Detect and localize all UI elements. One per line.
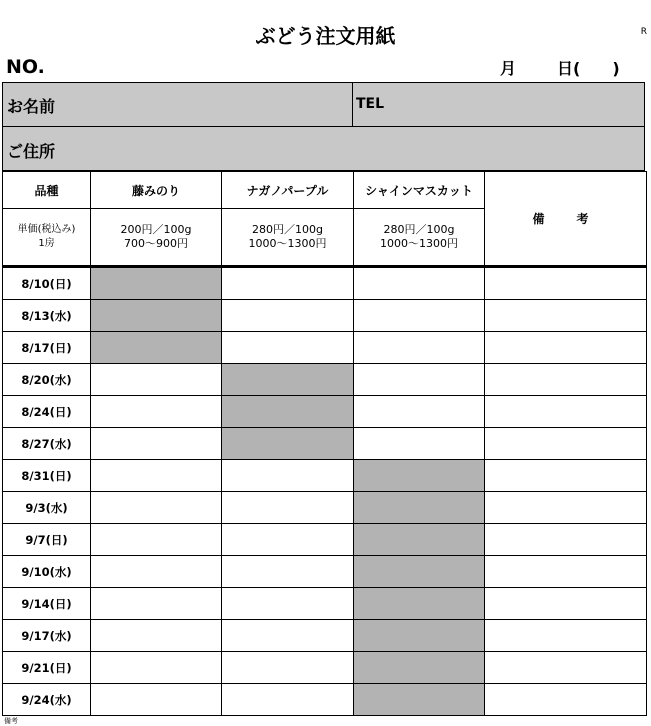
order-quantity-cell[interactable] [354, 396, 485, 428]
unavailable-cell [354, 492, 485, 524]
variety-label: 品種 [3, 172, 91, 209]
remarks-cell[interactable] [485, 267, 647, 300]
order-quantity-cell[interactable] [91, 652, 222, 684]
price-cell [91, 209, 222, 267]
table-row [3, 364, 647, 396]
delivery-date: 9/21(日) [3, 652, 91, 684]
unavailable-cell [354, 652, 485, 684]
address-label: ご住所 [7, 142, 56, 161]
price-cell [354, 209, 485, 267]
remarks-cell[interactable] [485, 428, 647, 460]
delivery-date: 8/17(日) [3, 332, 91, 364]
delivery-date: 9/24(水) [3, 684, 91, 716]
price-label [3, 209, 91, 267]
delivery-date: 9/10(水) [3, 556, 91, 588]
table-row [3, 652, 647, 684]
order-number-label: NO. [6, 56, 45, 78]
unavailable-cell [91, 267, 222, 300]
order-quantity-cell[interactable] [222, 460, 354, 492]
order-quantity-cell[interactable] [91, 364, 222, 396]
order-quantity-cell[interactable] [222, 588, 354, 620]
delivery-date: 9/14(日) [3, 588, 91, 620]
variety-name: シャインマスカット [354, 172, 485, 209]
unavailable-cell [354, 588, 485, 620]
table-row [3, 524, 647, 556]
variety-header-row [3, 172, 647, 209]
unavailable-cell [222, 396, 354, 428]
variety-name: ナガノパープル [222, 172, 354, 209]
table-row [3, 620, 647, 652]
delivery-date: 9/17(水) [3, 620, 91, 652]
price-per-bunch: 1000～1300円 [248, 237, 327, 250]
unavailable-cell [354, 620, 485, 652]
remarks-cell[interactable] [485, 684, 647, 716]
order-quantity-cell[interactable] [354, 267, 485, 300]
order-quantity-cell[interactable] [222, 652, 354, 684]
delivery-date: 9/7(日) [3, 524, 91, 556]
price-per-weight: 280円／100g [252, 223, 323, 236]
price-per-bunch: 1000～1300円 [380, 237, 458, 250]
order-quantity-cell[interactable] [222, 332, 354, 364]
table-row [3, 492, 647, 524]
order-quantity-cell[interactable] [91, 556, 222, 588]
order-quantity-cell[interactable] [222, 492, 354, 524]
order-quantity-cell[interactable] [91, 396, 222, 428]
unavailable-cell [354, 556, 485, 588]
remarks-cell[interactable] [485, 364, 647, 396]
unavailable-cell [222, 364, 354, 396]
name-label: お名前 [7, 97, 56, 116]
name-tel-divider [352, 82, 353, 127]
delivery-date: 8/10(日) [3, 267, 91, 300]
order-quantity-cell[interactable] [354, 332, 485, 364]
table-row [3, 300, 647, 332]
delivery-date: 8/20(水) [3, 364, 91, 396]
price-per-weight: 280円／100g [383, 223, 455, 236]
unavailable-cell [354, 460, 485, 492]
remarks-cell[interactable] [485, 460, 647, 492]
table-row [3, 556, 647, 588]
remarks-cell[interactable] [485, 524, 647, 556]
remarks-cell[interactable] [485, 588, 647, 620]
remarks-cell[interactable] [485, 652, 647, 684]
table-row [3, 332, 647, 364]
price-cell [222, 209, 354, 267]
order-quantity-cell[interactable] [354, 428, 485, 460]
order-quantity-cell[interactable] [354, 300, 485, 332]
unavailable-cell [91, 332, 222, 364]
order-table [2, 171, 647, 716]
order-quantity-cell[interactable] [91, 620, 222, 652]
table-row [3, 684, 647, 716]
remarks-cell[interactable] [485, 332, 647, 364]
remarks-header: 備 考 [485, 172, 647, 267]
price-per-bunch: 700～900円 [124, 237, 188, 250]
remarks-cell[interactable] [485, 300, 647, 332]
order-quantity-cell[interactable] [91, 492, 222, 524]
delivery-date: 9/3(水) [3, 492, 91, 524]
unavailable-cell [222, 428, 354, 460]
order-quantity-cell[interactable] [222, 267, 354, 300]
unavailable-cell [91, 300, 222, 332]
order-quantity-cell[interactable] [91, 428, 222, 460]
variety-name: 藤みのり [91, 172, 222, 209]
remarks-cell[interactable] [485, 492, 647, 524]
delivery-date: 8/31(日) [3, 460, 91, 492]
unavailable-cell [354, 684, 485, 716]
table-row [3, 460, 647, 492]
table-row [3, 428, 647, 460]
corner-mark: R [640, 27, 647, 37]
order-quantity-cell[interactable] [91, 460, 222, 492]
order-quantity-cell[interactable] [91, 588, 222, 620]
order-quantity-cell[interactable] [222, 684, 354, 716]
tel-label: TEL [356, 96, 385, 112]
page-title: ぶどう注文用紙 [255, 24, 396, 48]
price-per-weight: 200円／100g [120, 223, 192, 236]
day-label: 日( ) [557, 59, 620, 78]
month-label: 月 [500, 59, 517, 78]
table-row [3, 588, 647, 620]
section-divider [2, 126, 645, 127]
remarks-cell[interactable] [485, 396, 647, 428]
unavailable-cell [354, 524, 485, 556]
order-quantity-cell[interactable] [91, 524, 222, 556]
remarks-cell[interactable] [485, 556, 647, 588]
delivery-date: 8/13(水) [3, 300, 91, 332]
order-quantity-cell[interactable] [222, 620, 354, 652]
footer-cut-text: 備考 [4, 717, 18, 725]
remarks-cell[interactable] [485, 620, 647, 652]
price-label-line2: 1房 [38, 238, 55, 249]
order-quantity-cell[interactable] [91, 684, 222, 716]
order-quantity-cell[interactable] [222, 556, 354, 588]
table-row [3, 267, 647, 300]
delivery-date: 8/24(日) [3, 396, 91, 428]
order-quantity-cell[interactable] [222, 524, 354, 556]
price-label-line1: 単価(税込み) [17, 224, 76, 235]
delivery-date: 8/27(水) [3, 428, 91, 460]
order-quantity-cell[interactable] [354, 364, 485, 396]
table-row [3, 396, 647, 428]
order-quantity-cell[interactable] [222, 300, 354, 332]
